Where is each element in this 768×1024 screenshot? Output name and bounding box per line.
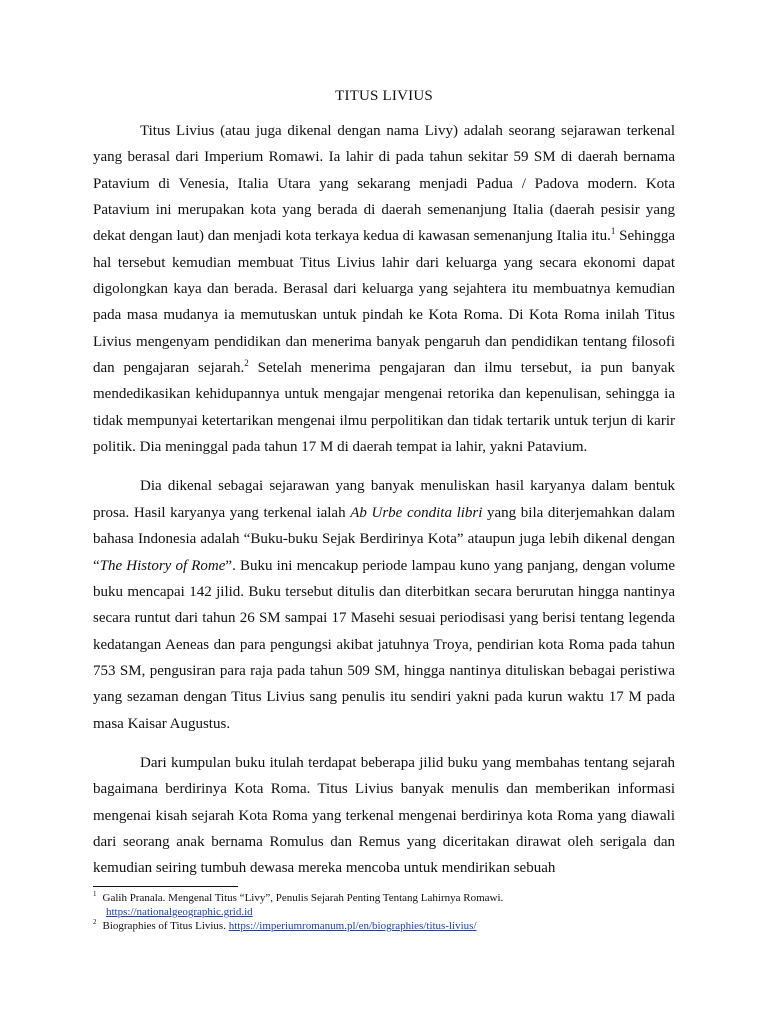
footnote-1: [93, 891, 675, 919]
book-title-latin: Ab Urbe condita libri: [350, 504, 483, 521]
footnote-number: 2: [93, 918, 97, 927]
footnote-ref-2[interactable]: 2: [244, 358, 249, 369]
paragraph-text: Sehingga hal tersebut kemudian membuat Titus Livius lahir dari keluarga yang secara ekonomi dapat digolongkan kaya dan berada. Berasal dari keluarga yang sejahtera itu membuatnya kemudian pada masa mudanya ia memutuskan untuk pindah ke Kota Roma. Di Kota Roma inilah Titus Livius mengenyam pendidikan dan menerima banyak pengaruh dan pendidikan tentang filosofi dan pengajaran sejarah.: [93, 228, 675, 377]
footnotes: [93, 891, 675, 933]
paragraph-text: Dari kumpulan buku itulah terdapat beberapa jilid buku yang membahas tentang sejarah bagaimana berdirinya Kota Roma. Titus Livius banyak menulis dan memberikan informasi mengenai kisah sejarah Kota Roma yang terkenal mengenai berdirinya kota Roma yang diawali dari seorang anak bernama Romulus dan Remus yang diceritakan dirawat oleh serigala dan kemudian seiring tumbuh dewasa mereka mencoba untuk mendirikan sebuah: [93, 754, 675, 877]
footnote-link[interactable]: https://imperiumromanum.pl/en/biographies/titus-livius/: [228, 920, 477, 932]
footnote-link[interactable]: https://nationalgeographic.grid.id: [106, 906, 253, 918]
paragraph-text: ”. Buku ini mencakup periode lampau kuno yang panjang, dengan volume buku mencapai 142 jilid. Buku tersebut ditulis dan diterbitkan secara berurutan hingga nantinya secara runtut dari tahun 26 SM sampai 17 Masehi sesuai periodisasi yang berisi tentang legenda kedatangan Aeneas dan para pengungsi akibat jatuhnya Troya, pendirian kota Roma pada tahun 753 SM, pengusiran para raja pada tahun 509 SM, hingga nantinya dituliskan bebagai peristiwa yang sezaman dengan Titus Livius sang penulis itu sendiri yakni pada kurun waktu 17 M pada masa Kaisar Augustus.: [93, 557, 675, 732]
paragraph-text: yang bila diterjemahkan dalam bahasa Indonesia adalah “Buku-buku Sejak Berdirinya Kota” ataupun juga lebih dikenal dengan “: [93, 504, 675, 574]
paragraph-2: [93, 473, 675, 736]
document-title: TITUS LIVIUS: [335, 88, 433, 104]
footnote-2: [93, 919, 675, 933]
paragraph-text: Titus Livius (atau juga dikenal dengan nama Livy) adalah seorang sejarawan terkenal yang berasal dari Imperium Romawi. Ia lahir di pada tahun sekitar 59 SM di daerah bernama Patavium di Venesia, Italia Utara yang sekarang menjadi Padua / Padova modern. Kota Patavium ini merupakan kota yang berada di daerah semenanjung Italia (daerah pesisir yang dekat dengan laut) dan menjadi kota terkaya kedua di kawasan semenanjung Italia itu.: [93, 123, 675, 245]
document-body: [93, 118, 675, 882]
footnote-separator: [93, 886, 238, 887]
footnote-ref-1[interactable]: 1: [610, 226, 616, 237]
book-title-english: The History of Rome: [99, 557, 226, 574]
paragraph-3: [93, 750, 675, 882]
footnote-text: Biographies of Titus Livius.: [102, 920, 226, 932]
paragraph-text: Setelah menerima pengajaran dan ilmu tersebut, ia pun banyak mendedikasikan kehidupannya untuk mengajar mengenai retorika dan kepenulisan, sehingga ia tidak mempunyai ketertarikan mengenai ilmu perpolitikan dan tidak tertarik untuk terjun di karir politik. Dia meninggal pada tahun 17 M di daerah tempat ia lahir, yakni Patavium.: [93, 360, 675, 456]
paragraph-text: Dia dikenal sebagai sejarawan yang banyak menuliskan hasil karyanya dalam bentuk prosa. Hasil karyanya yang terkenal ialah: [93, 478, 675, 521]
paragraph-1: [93, 118, 675, 460]
footnote-number: 1: [93, 890, 97, 899]
footnote-text: Galih Pranala. Mengenal Titus “Livy”, Penulis Sejarah Penting Tentang Lahirnya Romawi.: [102, 892, 504, 904]
